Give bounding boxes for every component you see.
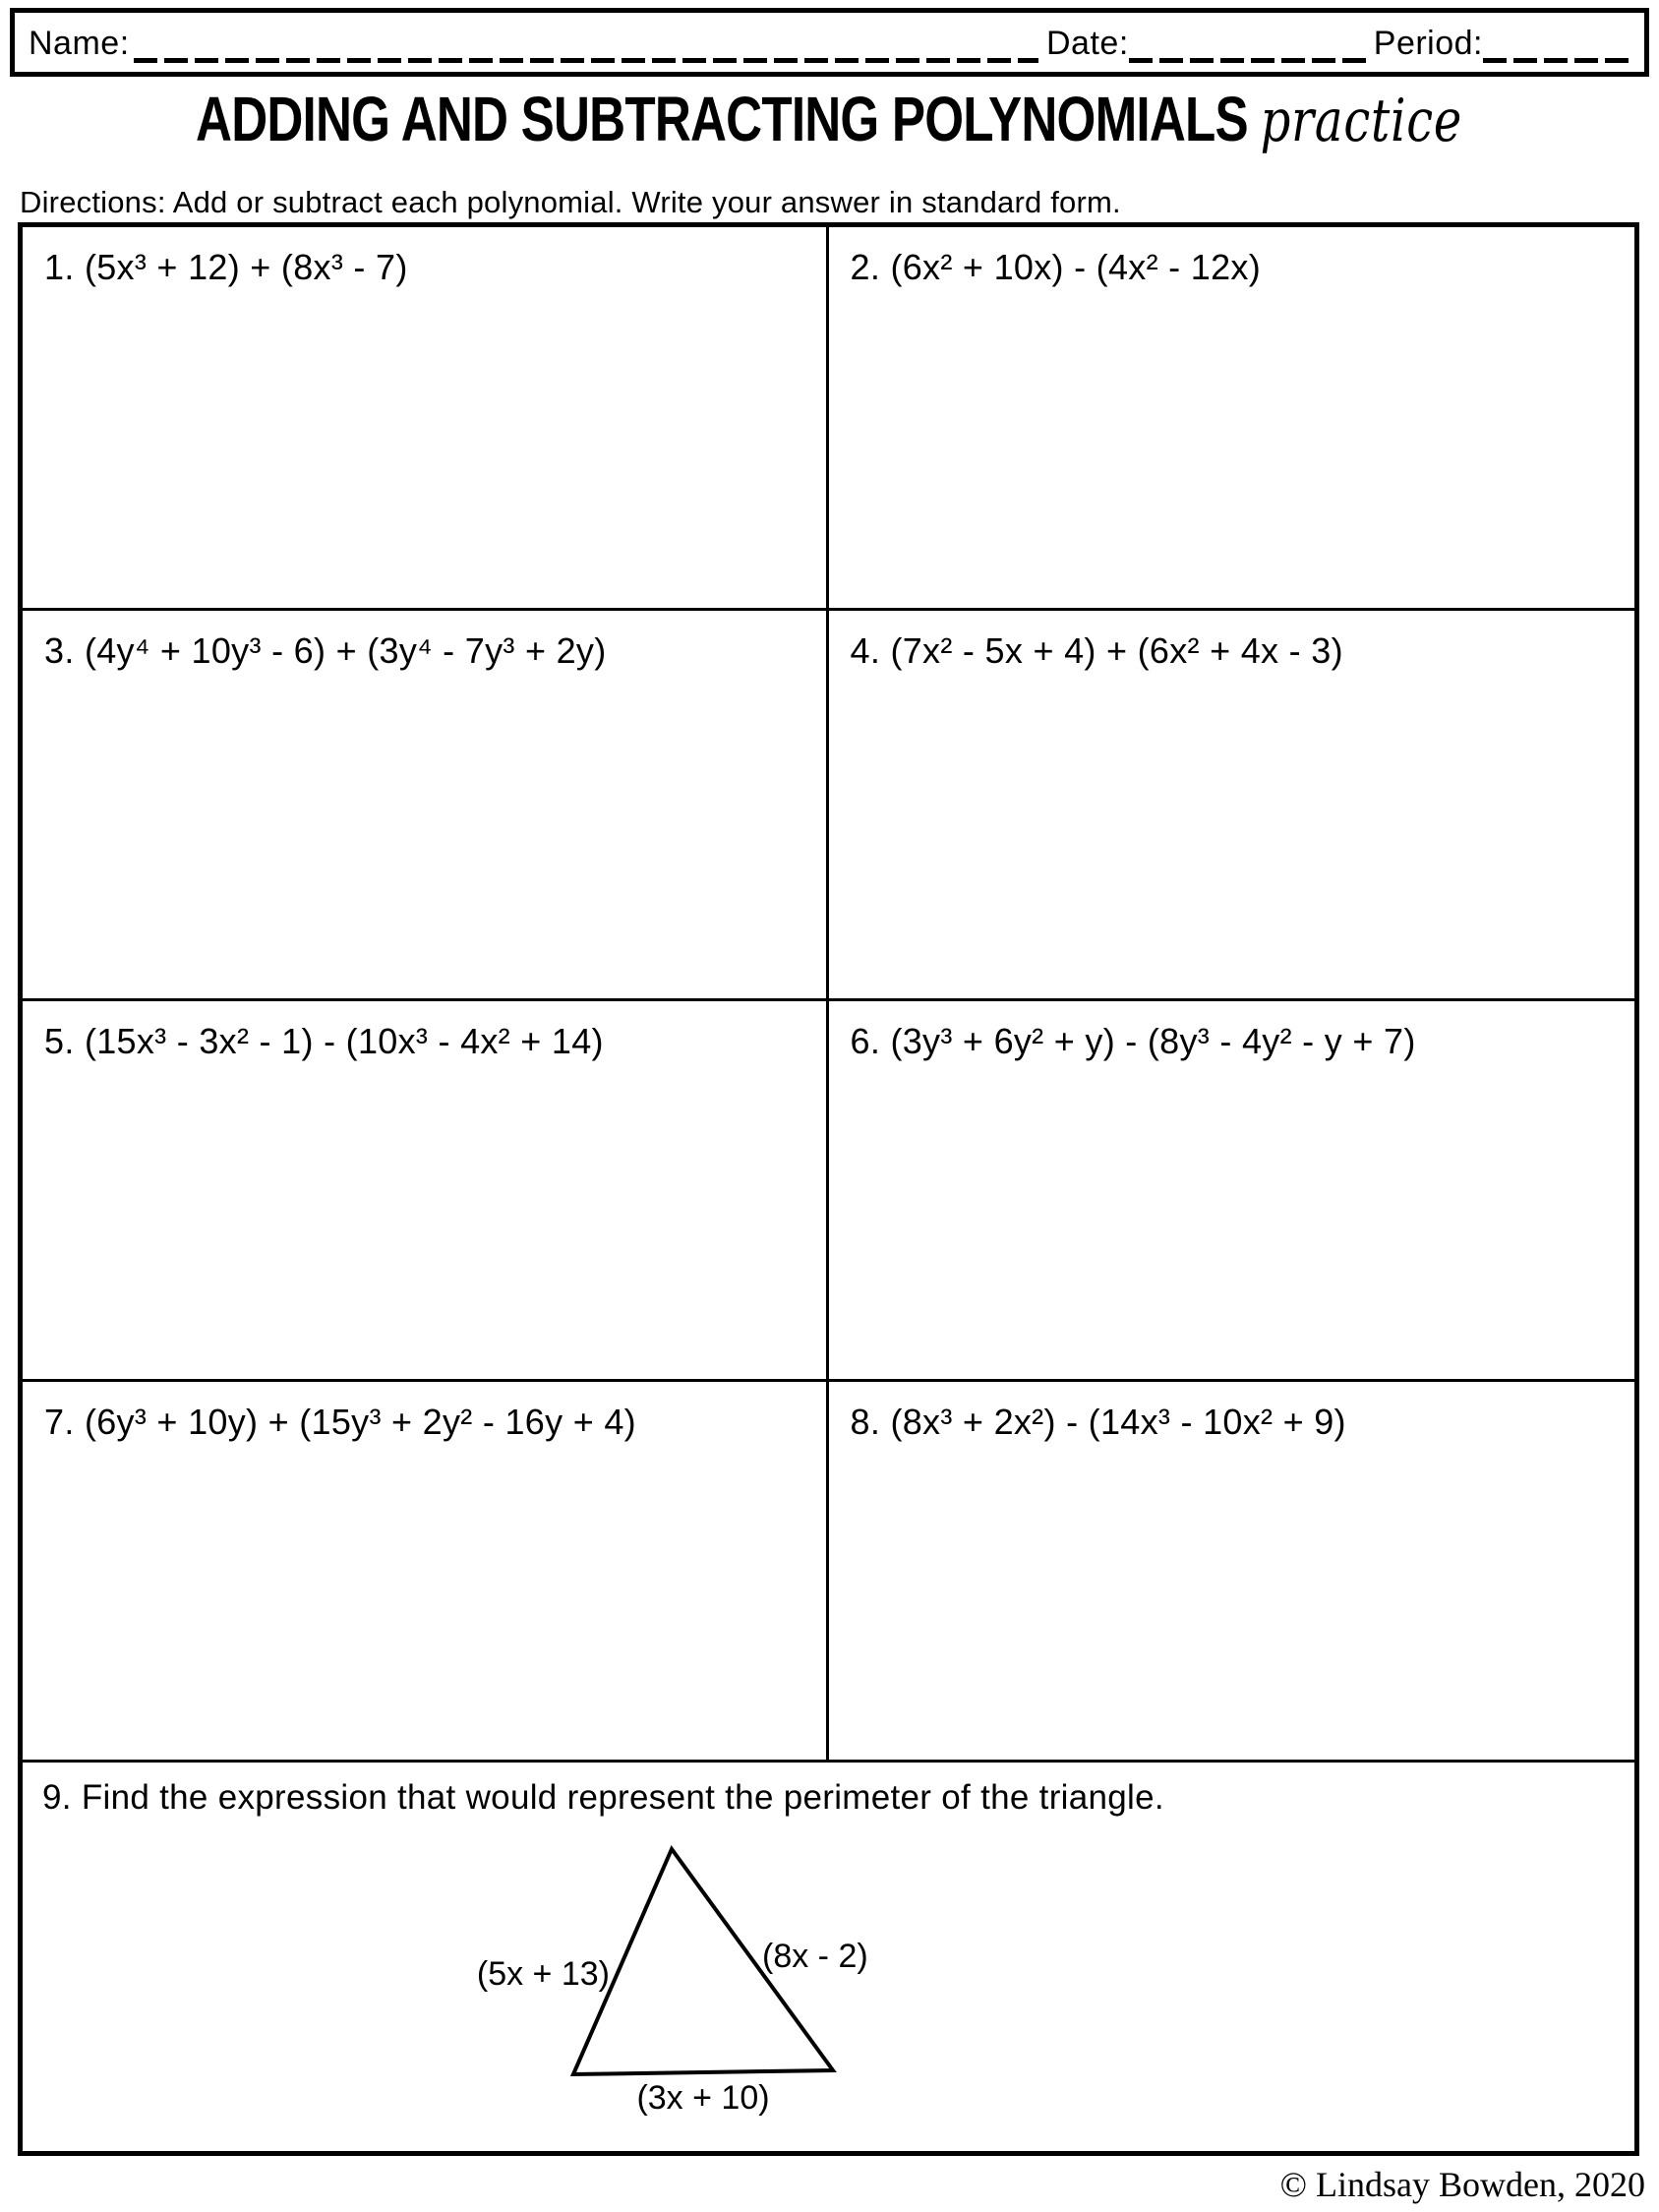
period-label: Period:	[1373, 24, 1483, 62]
triangle-left-side-label: (5x + 13)	[476, 1955, 610, 1993]
page-title	[0, 83, 1659, 155]
header-box	[10, 8, 1649, 77]
problem-cell-7	[23, 1382, 829, 1763]
title-main: ADDING AND SUBTRACTING POLYNOMIALS	[196, 84, 1249, 154]
problem-number: 6.	[850, 1021, 881, 1061]
problem-number: 4.	[850, 630, 881, 671]
name-label: Name:	[29, 24, 130, 62]
problem-cell-9	[23, 1763, 1634, 2151]
problem-cell-1	[23, 227, 829, 611]
problem-number: 2.	[850, 247, 881, 287]
problem-expression: (7x² - 5x + 4) + (6x² + 4x - 3)	[890, 630, 1343, 671]
name-input-line[interactable]	[134, 58, 1038, 63]
problem-cell-4	[829, 611, 1635, 1001]
period-input-line[interactable]	[1483, 58, 1630, 63]
problem-expression: (5x³ + 12) + (8x³ - 7)	[84, 247, 408, 287]
problem-expression: (15x³ - 3x² - 1) - (10x³ - 4x² + 14)	[84, 1021, 604, 1061]
date-input-line[interactable]	[1129, 58, 1368, 63]
problem-cell-2	[829, 227, 1635, 611]
problem-cell-8	[829, 1382, 1635, 1763]
triangle-bottom-side-label: (3x + 10)	[636, 2079, 770, 2117]
problem-number: 8.	[850, 1402, 881, 1442]
triangle-right-side-label: (8x - 2)	[762, 1938, 868, 1975]
problem-number: 1.	[44, 247, 75, 287]
problem-expression: (4y⁴ + 10y³ - 6) + (3y⁴ - 7y³ + 2y)	[84, 630, 607, 671]
problem-expression: (6x² + 10x) - (4x² - 12x)	[890, 247, 1262, 287]
problem-cell-5	[23, 1001, 829, 1382]
problem-number: 9.	[42, 1778, 72, 1817]
problem-cell-3	[23, 611, 829, 1001]
problem-expression: (8x³ + 2x²) - (14x³ - 10x² + 9)	[890, 1402, 1346, 1442]
problem-number: 7.	[44, 1402, 75, 1442]
problem-number: 5.	[44, 1021, 75, 1061]
problems-grid	[18, 222, 1639, 2156]
problem-expression: (3y³ + 6y² + y) - (8y³ - 4y² - y + 7)	[890, 1021, 1416, 1061]
title-accent: practice	[1261, 87, 1463, 155]
problem-expression: (6y³ + 10y) + (15y³ + 2y² - 16y + 4)	[84, 1402, 636, 1442]
problem-number: 3.	[44, 630, 75, 671]
problem-cell-6	[829, 1001, 1635, 1382]
directions-text: Directions: Add or subtract each polynomial. Write your answer in standard form.	[20, 185, 1121, 219]
problem9-text-line	[42, 1778, 1615, 1818]
date-label: Date:	[1046, 24, 1129, 62]
problem9-question: Find the expression that would represent the perimeter of the triangle.	[81, 1778, 1164, 1817]
copyright-text: © Lindsay Bowden, 2020	[1279, 2165, 1645, 2204]
